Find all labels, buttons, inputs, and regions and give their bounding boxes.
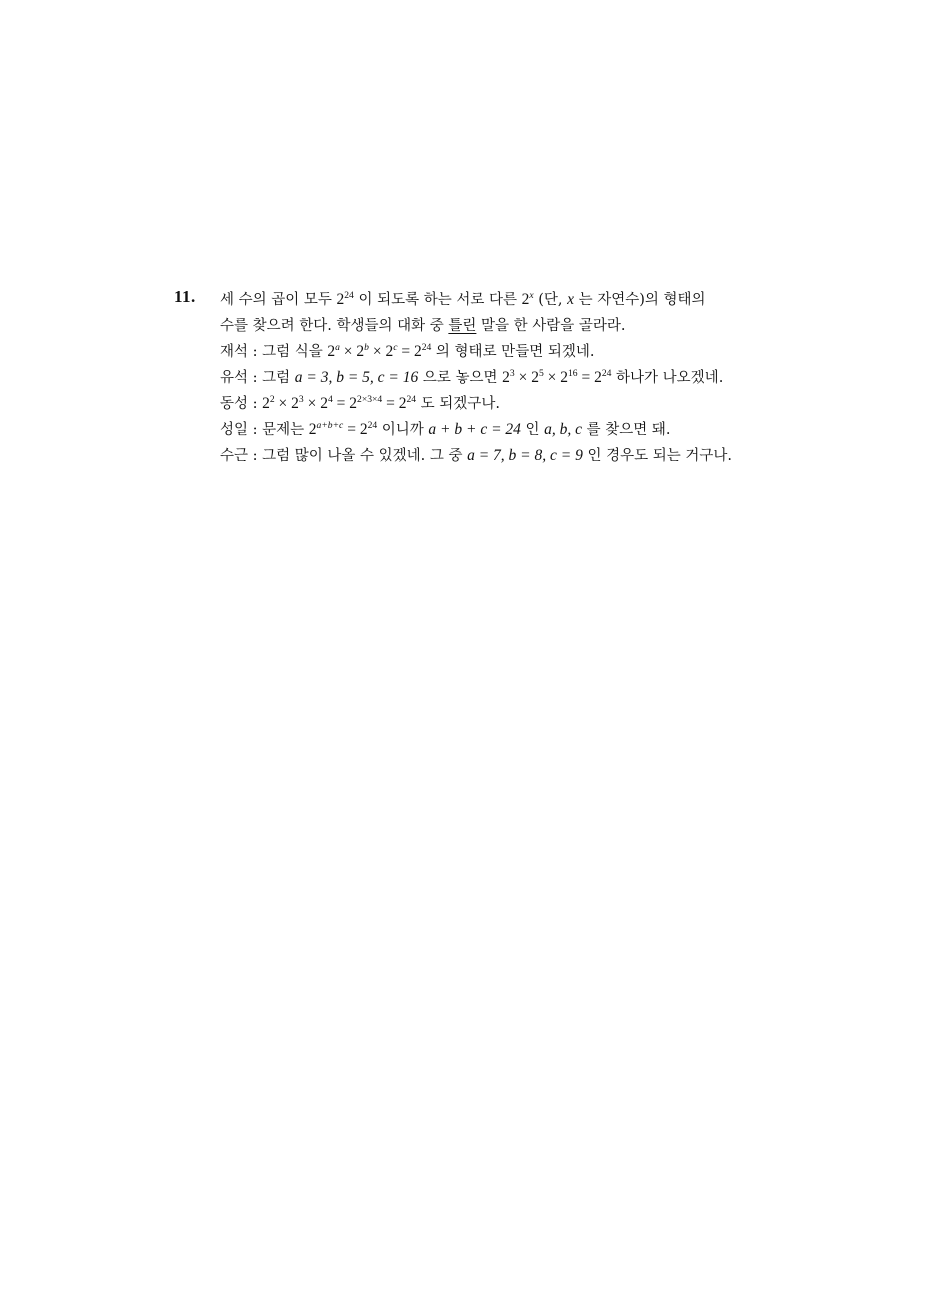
variables: a, b, c bbox=[544, 421, 583, 438]
statement-jaeseok: 재석 : 그럼 식을 $2^a \times 2^b \times 2^c = 2^{24}$ 의 형태로 만들면 되겠네. bbox=[220, 342, 595, 360]
speaker-label: 성일 : bbox=[220, 422, 263, 438]
power-2-x: 2$^x$ bbox=[521, 290, 534, 308]
underlined-word: 틀린 bbox=[448, 318, 477, 334]
problem-body bbox=[220, 287, 780, 469]
statement-dongseong: 동성 : $2^2 \times 2^3 \times 2^4 = 2^{2\times 3\times 4} = 2^{24}$ 도 되겠구나. bbox=[220, 394, 500, 412]
equation: $2^3 \times 2^5 \times 2^{16} = 2^{24}$ bbox=[502, 368, 612, 386]
statement-yuseok: 유석 : 그럼 a = 3, b = 5, c = 16 으로 놓으면 $2^3 \times 2^5 \times 2^{16} = 2^{24}$ 하나가 나오겠네. bbox=[220, 368, 724, 386]
statement-sugeun: 수근 : 그럼 많이 나올 수 있겠네. 그 중 a = 7, b = 8, c = 9 인 경우도 되는 거구나. bbox=[220, 447, 732, 464]
sum-equation: a + b + c = 24 bbox=[428, 421, 521, 438]
speaker-label: 동성 : bbox=[220, 396, 263, 412]
equation: $2^{a+b+c} = 2^{24}$ bbox=[308, 420, 378, 438]
stem-line-2: 수를 찾으려 한다. 학생들의 대화 중 틀린 말을 한 사람을 골라라. bbox=[220, 318, 626, 334]
speaker-label: 유석 : bbox=[220, 370, 263, 386]
statement-seongil: 성일 : 문제는 $2^{a+b+c} = 2^{24}$ 이니까 a + b + c = 24 인 a, b, c 를 찾으면 돼. bbox=[220, 420, 671, 438]
equation: $2^2 \times 2^3 \times 2^4 = 2^{2\times 3\times 4} = 2^{24}$ bbox=[262, 394, 417, 412]
assignment: a = 7, b = 8, c = 9 bbox=[467, 447, 583, 464]
speaker-label: 수근 : bbox=[220, 448, 263, 464]
power-2-24: $2^{24}$ bbox=[336, 290, 354, 308]
assignment: a = 3, b = 5, c = 16 bbox=[294, 369, 419, 386]
var-x: x bbox=[567, 291, 574, 308]
stem-line-1: 세 수의 곱이 모두 $2^{24}$ 이 되도록 하는 서로 다른 2$^x$ (단, x 는 자연수)의 형태의 bbox=[220, 290, 706, 308]
speaker-label: 재석 : bbox=[220, 344, 263, 360]
equation: $2^a \times 2^b \times 2^c = 2^{24}$ bbox=[327, 342, 432, 360]
problem-number: 11. bbox=[174, 287, 196, 306]
